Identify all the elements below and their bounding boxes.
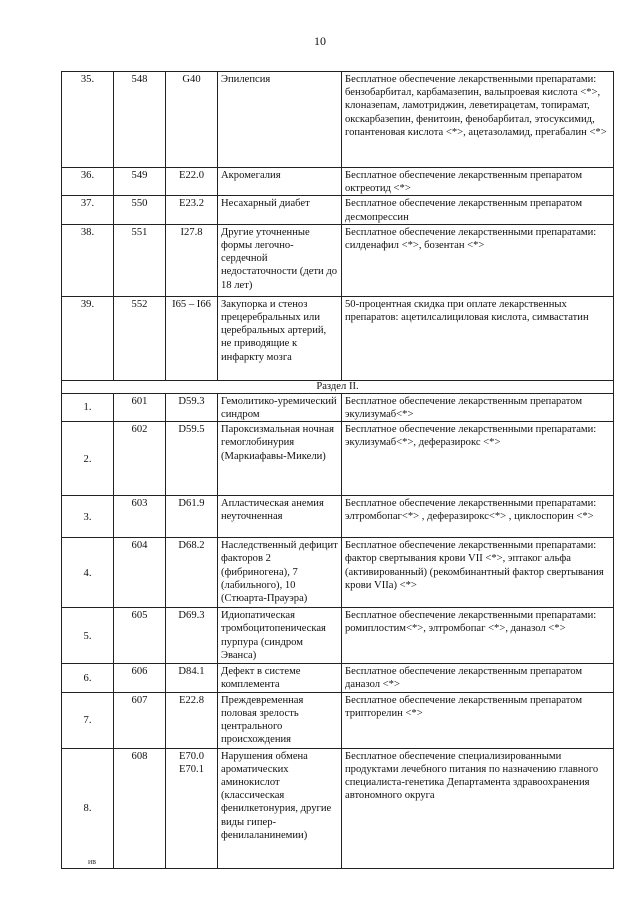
table-row: [62, 196, 614, 224]
row-number: 3.: [62, 496, 114, 538]
row-provision: Бесплатное обеспечение лекарственным препаратом октреотид <*>: [342, 168, 614, 196]
row-code: 548: [114, 72, 166, 168]
table-row: [62, 496, 614, 538]
table-row: [62, 538, 614, 608]
row-number: 1.: [62, 393, 114, 421]
row-code: 603: [114, 496, 166, 538]
row-code: 605: [114, 608, 166, 664]
row-icd-code: D59.3: [166, 393, 218, 421]
row-number: 2.: [62, 422, 114, 496]
row-icd-code: E70.0 E70.1: [166, 748, 218, 868]
row-code: 607: [114, 692, 166, 748]
table-row: [62, 664, 614, 692]
row-code: 550: [114, 196, 166, 224]
row-disease-name: Другие уточненные формы легочно-сердечной недостаточности (дети до 18 лет): [218, 224, 342, 296]
row-disease-name: Несахарный диабет: [218, 196, 342, 224]
row-icd-code: E22.8: [166, 692, 218, 748]
row-icd-code: E22.0: [166, 168, 218, 196]
table-row: [62, 692, 614, 748]
row-number: 7.: [62, 692, 114, 748]
row-code: 608: [114, 748, 166, 868]
row-provision: Бесплатное обеспечение лекарственным препаратом экулизумаб<*>: [342, 393, 614, 421]
row-number: 6.: [62, 664, 114, 692]
row-code: 549: [114, 168, 166, 196]
row-number: 36.: [62, 168, 114, 196]
row-icd-code: D68.2: [166, 538, 218, 608]
row-number: 37.: [62, 196, 114, 224]
table-row: [62, 422, 614, 496]
table-row: [62, 748, 614, 868]
row-disease-name: Эпилепсия: [218, 72, 342, 168]
footer-mark: ив: [88, 857, 97, 866]
row-provision: Бесплатное обеспечение лекарственными препаратами: бензобарбитал, карбамазепин, вальпроевая кислота <*>, клоназепам, ламотриджин, леветирацетам, топирамат, окскарбазепин, фенитоин, фенобарбитал, этосуксимид, гопантеновая кислота <*>, ацетазоламид, прегабалин <*>: [342, 72, 614, 168]
row-disease-name: Наследственный дефицит факторов 2 (фибриногена), 7 (лабильного), 10 (Стюарта-Прауэра): [218, 538, 342, 608]
row-icd-code: D69.3: [166, 608, 218, 664]
row-number: 5.: [62, 608, 114, 664]
row-disease-name: Дефект в системе комплемента: [218, 664, 342, 692]
row-provision: Бесплатное обеспечение лекарственными препаратами: фактор свертывания крови VII <*>, эптаког альфа (активированный) (рекомбинантный фактор свертывания крови VIIa) <*>: [342, 538, 614, 608]
row-icd-code: E23.2: [166, 196, 218, 224]
row-disease-name: Закупорка и стеноз прецеребральных или церебральных артерий, не приводящие к инфаркту мозга: [218, 296, 342, 380]
section-header: [62, 380, 614, 393]
row-provision: Бесплатное обеспечение лекарственным препаратом трипторелин <*>: [342, 692, 614, 748]
row-disease-name: Апластическая анемия неуточненная: [218, 496, 342, 538]
row-code: 552: [114, 296, 166, 380]
row-disease-name: Акромегалия: [218, 168, 342, 196]
row-provision: Бесплатное обеспечение лекарственными препаратами: элтромбопаг<*> , деферазирокс<*> , циклоспорин <*>: [342, 496, 614, 538]
page-number: 10: [314, 34, 326, 48]
section-row: [62, 380, 614, 393]
row-provision: Бесплатное обеспечение лекарственным препаратом даназол <*>: [342, 664, 614, 692]
row-provision: Бесплатное обеспечение лекарственными препаратами: экулизумаб<*>, деферазирокс <*>: [342, 422, 614, 496]
row-disease-name: Нарушения обмена ароматических аминокислот (классическая фенилкетонурия, другие виды гипер-фенилаланинемии): [218, 748, 342, 868]
row-code: 551: [114, 224, 166, 296]
row-code: 602: [114, 422, 166, 496]
table-row: [62, 72, 614, 168]
row-number: 4.: [62, 538, 114, 608]
row-provision: Бесплатное обеспечение лекарственным препаратом десмопрессин: [342, 196, 614, 224]
row-code: 604: [114, 538, 166, 608]
row-icd-code: D61.9: [166, 496, 218, 538]
row-disease-name: Идиопатическая тромбоцитопеническая пурпура (синдром Эванса): [218, 608, 342, 664]
row-icd-code: D84.1: [166, 664, 218, 692]
table-body-part1: [62, 72, 614, 381]
row-code: 606: [114, 664, 166, 692]
row-provision: 50-процентная скидка при оплате лекарственных препаратов: ацетилсалициловая кислота, симвастатин: [342, 296, 614, 380]
table-row: [62, 224, 614, 296]
table-row: [62, 168, 614, 196]
row-disease-name: Гемолитико-уремический синдром: [218, 393, 342, 421]
row-number: 35.: [62, 72, 114, 168]
row-icd-code: D59.5: [166, 422, 218, 496]
row-provision: Бесплатное обеспечение лекарственными препаратами: силденафил <*>, бозентан <*>: [342, 224, 614, 296]
table-row: [62, 608, 614, 664]
row-number: 8.: [62, 748, 114, 868]
disease-table: [61, 71, 614, 869]
row-number: 38.: [62, 224, 114, 296]
row-disease-name: Преждевременная половая зрелость центрального происхождения: [218, 692, 342, 748]
table-row: [62, 393, 614, 421]
table-row: [62, 296, 614, 380]
row-provision: Бесплатное обеспечение специализированными продуктами лечебного питания по назначению главного специалиста-генетика Департамента здравоохранения автономного округа: [342, 748, 614, 868]
row-provision: Бесплатное обеспечение лекарственными препаратами: ромиплостим<*>, элтромбопаг <*>, даназол <*>: [342, 608, 614, 664]
row-icd-code: G40: [166, 72, 218, 168]
row-number: 39.: [62, 296, 114, 380]
row-code: 601: [114, 393, 166, 421]
row-icd-code: I27.8: [166, 224, 218, 296]
row-icd-code: I65 – I66: [166, 296, 218, 380]
section-title: Раздел II.: [62, 380, 614, 393]
table-body-part2: [62, 393, 614, 868]
row-disease-name: Пароксизмальная ночная гемоглобинурия (Маркиафавы-Микели): [218, 422, 342, 496]
